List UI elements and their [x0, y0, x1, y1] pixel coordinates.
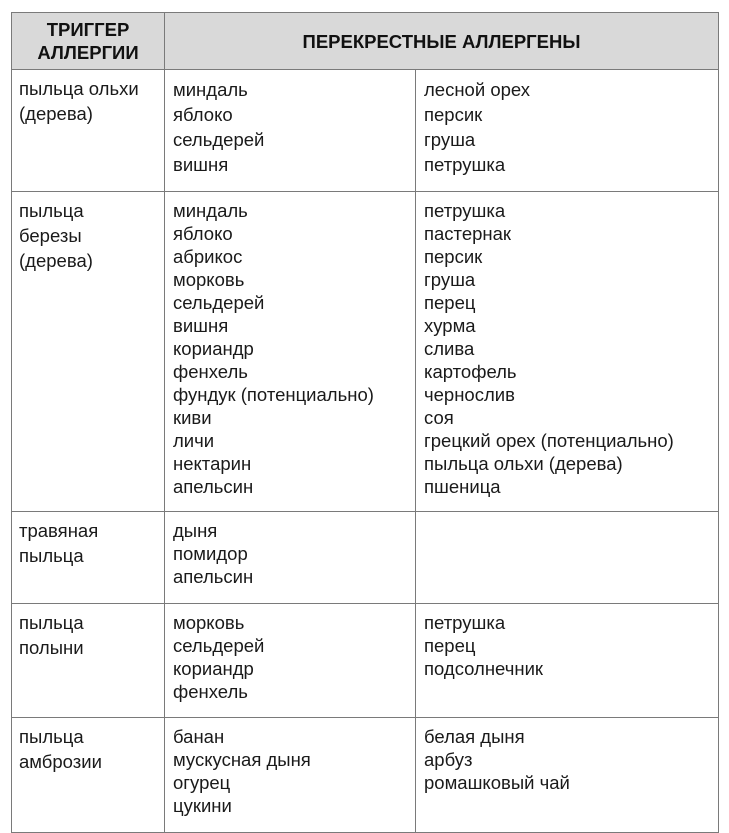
- allergen-item: яблоко: [173, 104, 233, 125]
- trigger-cell: пыльца амброзии: [12, 718, 165, 833]
- allergen-item: огурец: [173, 772, 231, 793]
- allergen-item: кориандр: [173, 338, 254, 359]
- allergen-item: грецкий орех (потенциально): [424, 430, 674, 451]
- table-row: [12, 70, 719, 192]
- allergen-item: персик: [424, 104, 483, 125]
- table-row: [12, 718, 719, 833]
- allergen-item: вишня: [173, 154, 229, 175]
- allergen-item: пшеница: [424, 476, 501, 497]
- allergen-item: морковь: [173, 612, 245, 633]
- allergen-item: морковь: [173, 269, 245, 290]
- allergen-item: пыльца ольхи (дерева): [424, 453, 623, 474]
- allergens-cell-b: [416, 718, 719, 833]
- allergen-item: сельдерей: [173, 292, 265, 313]
- allergen-item: слива: [424, 338, 475, 359]
- allergen-item: соя: [424, 407, 454, 428]
- allergen-item: вишня: [173, 315, 229, 336]
- allergen-item: помидор: [173, 543, 248, 564]
- allergens-cell-a: [165, 512, 416, 604]
- allergen-item: перец: [424, 635, 476, 656]
- allergen-item: хурма: [424, 315, 476, 336]
- allergens-cell-a: [165, 718, 416, 833]
- trigger-cell: травяная пыльца: [12, 512, 165, 604]
- allergen-item: картофель: [424, 361, 517, 382]
- allergens-cell-b: [416, 512, 719, 604]
- allergen-item: сельдерей: [173, 635, 265, 656]
- allergens-cell-a: [165, 70, 416, 192]
- allergen-item: груша: [424, 269, 476, 290]
- allergen-item: арбуз: [424, 749, 473, 770]
- allergens-cell-a: [165, 192, 416, 512]
- allergen-item: сельдерей: [173, 129, 265, 150]
- allergen-item: мускусная дыня: [173, 749, 311, 770]
- allergen-item: дыня: [173, 520, 218, 541]
- allergen-item: петрушка: [424, 154, 506, 175]
- allergen-item: банан: [173, 726, 225, 747]
- allergen-item: лесной орех: [424, 79, 531, 100]
- allergen-item: киви: [173, 407, 212, 428]
- table-row: [12, 604, 719, 718]
- table-row: [12, 512, 719, 604]
- allergen-item: подсолнечник: [424, 658, 544, 679]
- allergen-item: чернослив: [424, 384, 515, 405]
- allergen-item: фундук (потенциально): [173, 384, 374, 405]
- allergen-item: миндаль: [173, 200, 248, 221]
- allergens-cell-b: [416, 192, 719, 512]
- allergen-item: пастернак: [424, 223, 511, 244]
- allergen-item: петрушка: [424, 200, 506, 221]
- allergen-item: белая дыня: [424, 726, 525, 747]
- allergen-item: яблоко: [173, 223, 233, 244]
- allergen-item: абрикос: [173, 246, 243, 267]
- trigger-cell: пыльца полыни: [12, 604, 165, 718]
- table-header-row: [12, 13, 719, 70]
- allergen-item: петрушка: [424, 612, 506, 633]
- allergen-item: персик: [424, 246, 483, 267]
- allergen-item: нектарин: [173, 453, 252, 474]
- allergens-cell-b: [416, 604, 719, 718]
- allergen-item: апельсин: [173, 566, 254, 587]
- allergen-item: перец: [424, 292, 476, 313]
- allergens-cell-b: [416, 70, 719, 192]
- allergen-item: личи: [173, 430, 215, 451]
- allergen-item: фенхель: [173, 361, 248, 382]
- allergen-item: груша: [424, 129, 476, 150]
- header-trigger: ТРИГГЕР АЛЛЕРГИИ: [12, 13, 165, 70]
- allergen-item: апельсин: [173, 476, 254, 497]
- allergen-item: ромашковый чай: [424, 772, 570, 793]
- allergen-item: кориандр: [173, 658, 254, 679]
- header-cross-allergens: ПЕРЕКРЕСТНЫЕ АЛЛЕРГЕНЫ: [165, 13, 719, 70]
- allergen-item: фенхель: [173, 681, 248, 702]
- table-row: [12, 192, 719, 512]
- trigger-cell: пыльца ольхи (дерева): [12, 70, 165, 192]
- allergens-cell-a: [165, 604, 416, 718]
- allergy-table: [11, 12, 719, 833]
- allergen-item: цукини: [173, 795, 232, 816]
- trigger-cell: пыльца березы (дерева): [12, 192, 165, 512]
- allergen-item: миндаль: [173, 79, 248, 100]
